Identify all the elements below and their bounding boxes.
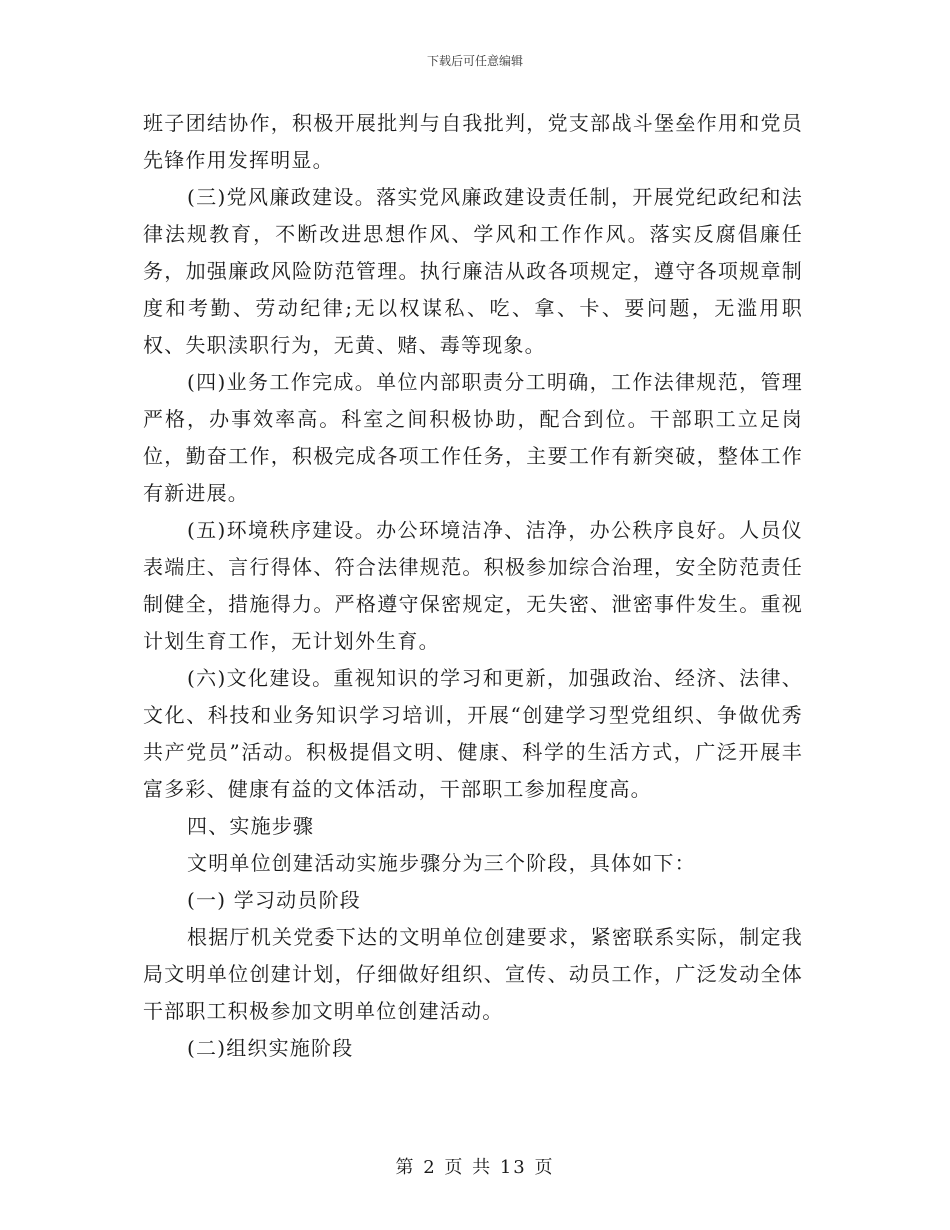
document-body (143, 105, 803, 1067)
section-heading: 四、实施步骤 (187, 814, 315, 838)
paragraph: (五)环境秩序建设。办公环境洁净、洁净，办公秩序良好。人员仪表端庄、言行得体、符合法律规范。积极参加综合治理，安全防范责任制健全，措施得力。严格遵守保密规定，无失密、泄密事件发生。重视计划生育工作，无计划外生育。 (143, 518, 803, 653)
paragraph: (四)业务工作完成。单位内部职责分工明确，工作法律规范，管理严格，办事效率高。科室之间积极协助，配合到位。干部职工立足岗位，勤奋工作，积极完成各项工作任务，主要工作有新突破，整体工作有新进展。 (143, 370, 803, 505)
paragraph: (六)文化建设。重视知识的学习和更新，加强政治、经济、法律、文化、科技和业务知识学习培训，开展“创建学习型党组织、争做优秀共产党员”活动。积极提倡文明、健康、科学的生活方式，广泛开展丰富多彩、健康有益的文体活动，干部职工参加程度高。 (143, 666, 803, 801)
header-note: 下载后可任意编辑 (426, 54, 523, 68)
subsection-heading: (一) 学习动员阶段 (187, 888, 361, 912)
subsection-heading: (二)组织实施阶段 (187, 1036, 354, 1060)
paragraph: 根据厅机关党委下达的文明单位创建要求，紧密联系实际，制定我局文明单位创建计划，仔细做好组织、宣传、动员工作，广泛发动全体干部职工积极参加文明单位创建活动。 (143, 925, 803, 1023)
paragraph: 文明单位创建活动实施步骤分为三个阶段，具体如下： (187, 851, 696, 875)
page-number-footer: 第 2 页 共 13 页 (395, 1157, 555, 1178)
paragraph: 班子团结协作，积极开展批判与自我批判，党支部战斗堡垒作用和党员先锋作用发挥明显。 (143, 111, 803, 172)
paragraph: (三)党风廉政建设。落实党风廉政建设责任制，开展党纪政纪和法律法规教育，不断改进思想作风、学风和工作作风。落实反腐倡廉任务，加强廉政风险防范管理。执行廉洁从政各项规定，遵守各项规章制度和考勤、劳动纪律;无以权谋私、吃、拿、卡、要问题，无滥用职权、失职渎职行为，无黄、赌、毒等现象。 (143, 185, 803, 357)
